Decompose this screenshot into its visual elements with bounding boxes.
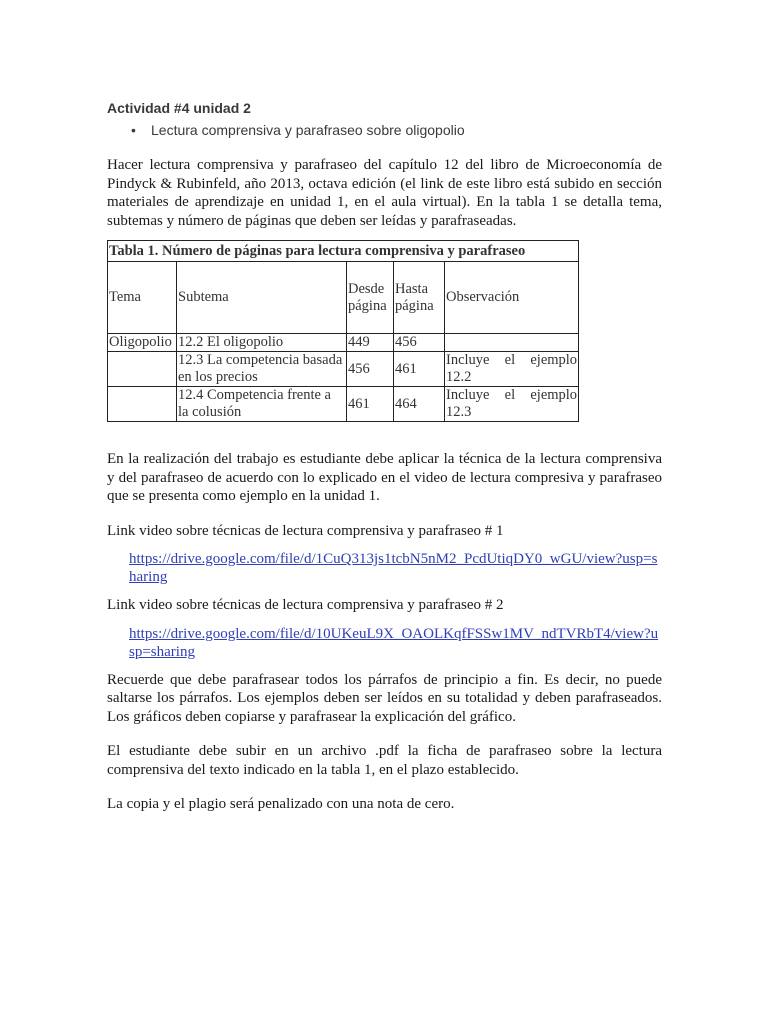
video-link-2[interactable]: https://drive.google.com/file/d/10UKeuL9X_OAOLKqfFSSw1MV_ndTVRbT4/view?usp=sharing [129,625,659,660]
table-caption: Tabla 1. Número de páginas para lectura comprensiva y parafraseo [108,241,579,262]
observation-line: 12.2 [446,369,472,385]
observation-line: Incluye el ejemplo [446,387,578,403]
copia-paragraph: La copia y el plagio será penalizado con una nota de cero. [107,796,455,812]
table-row [108,334,579,352]
pages-table [107,240,579,422]
bullet-icon: • [131,122,136,138]
link1-label: Link video sobre técnicas de lectura comprensiva y parafraseo # 1 [107,522,504,539]
observation-line: Incluye el ejemplo [446,352,578,368]
cell-tema [108,352,177,387]
video-link-1[interactable]: https://drive.google.com/file/d/1CuQ313js1tcbN5nM2_PcdUtiqDY0_wGU/view?usp=sharing [129,551,658,585]
cell-desde: 456 [347,352,394,387]
header-desde: Desde página [347,262,394,334]
cell-observacion [445,334,579,352]
header-tema: Tema [108,262,177,334]
table-header-row [108,262,579,334]
cell-observacion [445,387,579,422]
cell-tema [108,387,177,422]
cell-hasta: 464 [394,387,445,422]
cell-observacion [445,352,579,387]
table-row [108,387,579,422]
recuerde-paragraph: Recuerde que debe parafrasear todos los párrafos de principio a fin. Es decir, no puede saltarse los párrafos. Los ejemplos deben ser leídos en su totalidad y deben parafraseados. Los gráficos deben copiarse y parafrasear la explicación del gráfico. [107,671,662,725]
header-subtema: Subtema [177,262,347,334]
cell-subtema: 12.2 El oligopolio [177,334,347,352]
bullet-text: Lectura comprensiva y parafraseo sobre oligopolio [151,122,465,138]
cell-subtema: 12.4 Competencia frente a la colusión [177,387,347,422]
link2-label: Link video sobre técnicas de lectura comprensiva y parafraseo # 2 [107,597,504,613]
document-page [107,98,662,814]
cell-hasta: 456 [394,334,445,352]
cell-desde: 449 [347,334,394,352]
realizacion-paragraph: En la realización del trabajo es estudiante debe aplicar la técnica de la lectura comprensiva y del parafraseo de acuerdo con lo explicado en el video de lectura compresiva y parafraseo que se presenta como ejemplo en la unidad 1. [107,451,662,504]
subir-paragraph: El estudiante debe subir en un archivo .pdf la ficha de parafraseo sobre la lectura comprensiva del texto indicado en la tabla 1, en el plazo establecido. [107,743,662,778]
header-observacion: Observación [445,262,579,334]
table-row [108,352,579,387]
header-hasta: Hasta página [394,262,445,334]
observation-line: 12.3 [446,404,472,420]
cell-hasta: 461 [394,352,445,387]
cell-desde: 461 [347,387,394,422]
bullet-item [131,120,662,140]
cell-tema: Oligopolio [108,334,177,352]
activity-heading: Actividad #4 unidad 2 [107,100,251,116]
intro-paragraph: Hacer lectura comprensiva y parafraseo del capítulo 12 del libro de Microeconomía de Pindyck & Rubinfeld, año 2013, octava edición (el link de este libro está subido en sección materiales de aprendizaje en unidad 1, en el aula virtual). En la tabla 1 se detalla tema, subtemas y número de páginas que deben ser leídas y parafraseadas. [107,157,662,229]
cell-subtema: 12.3 La competencia basada en los precios [177,352,347,387]
